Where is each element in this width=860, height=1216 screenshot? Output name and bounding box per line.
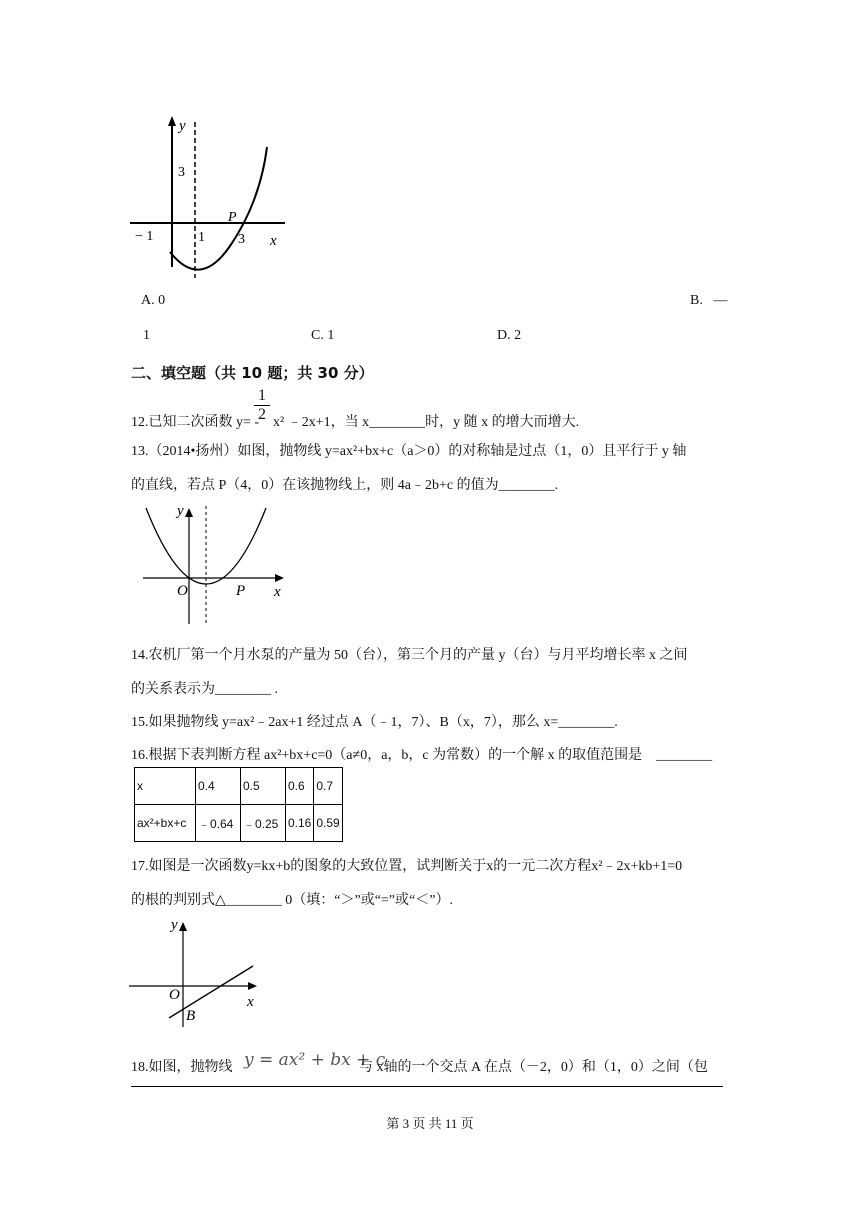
x-label: x <box>247 994 254 1010</box>
q18-suffix: 与 x轴的一个交点 A 在点（－2，0）和（1，0）之间（包 <box>359 1060 708 1075</box>
o-label: O <box>169 987 180 1003</box>
section-2-title: 二、填空题（共 10 题；共 30 分） <box>131 364 374 382</box>
q12-fraction <box>254 389 270 422</box>
table-cell: 0.5 <box>241 768 286 805</box>
option-a: A. 0 <box>141 293 166 308</box>
y-label: y <box>177 503 184 519</box>
q17-line2: 的根的判别式△________ 0（填：“＞”或“=”或“＜”）. <box>131 893 453 908</box>
table-cell: 0.4 <box>196 768 241 805</box>
y-arrow <box>185 508 193 517</box>
table-cell: 0.6 <box>286 768 314 805</box>
frac-denominator: 2 <box>258 406 266 423</box>
q14-line2: 的关系表示为________ . <box>131 682 278 697</box>
table-cell: ax²+bx+c <box>135 805 196 842</box>
table-cell: ﹣0.64 <box>196 805 241 842</box>
q18-formula: y = ax² + bx + c <box>244 1050 386 1070</box>
x-label: x <box>274 584 281 600</box>
y-arrow <box>168 116 176 126</box>
x-label: x <box>270 233 277 249</box>
graph-2 <box>140 500 290 625</box>
q16: 16.根据下表判断方程 ax²+bx+c=0（a≠0，a，b，c 为常数）的一个解 x 的取值范围是 ________ <box>131 748 713 763</box>
o-label: O <box>177 583 188 599</box>
q14-line1: 14.农机厂第一个月水泵的产量为 50（台），第三个月的产量 y（台）与月平均增长率 x 之间 <box>131 648 688 663</box>
table-row <box>135 768 343 805</box>
q13-line2: 的直线，若点 P（4，0）在该抛物线上，则 4a﹣2b+c 的值为________. <box>131 478 559 493</box>
graph-3 <box>125 912 270 1032</box>
x-arrow <box>275 574 284 582</box>
option-c: C. 1 <box>311 328 335 343</box>
q15: 15.如果抛物线 y=ax²﹣2ax+1 经过点 A（﹣1，7）、B（x，7），那么 x=________. <box>131 715 618 730</box>
page-footer: 第 3 页 共 11 页 <box>386 1116 474 1131</box>
table-row <box>135 805 343 842</box>
line-graph <box>169 966 253 1018</box>
q12-prefix: 12.已知二次函数 y= - <box>131 415 260 430</box>
q13-line1: 13.（2014•扬州）如图，抛物线 y=ax²+bx+c（a＞0）的对称轴是过点（1，0）且平行于 y 轴 <box>131 444 687 459</box>
p-label: P <box>236 583 246 599</box>
tick-3-y: 3 <box>178 165 185 180</box>
table-cell: 0.16 <box>286 805 314 842</box>
q18-prefix: 18.如图，抛物线 <box>131 1060 233 1075</box>
tick-3-x: 3 <box>238 232 245 247</box>
x-arrow <box>248 982 257 990</box>
option-b-cont: 1 <box>143 328 150 343</box>
q12-suffix: x² ﹣2x+1，当 x________时，y 随 x 的增大而增大. <box>273 415 580 430</box>
table-cell: 0.7 <box>314 768 342 805</box>
table-cell: 0.59 <box>314 805 342 842</box>
y-label: y <box>171 917 178 933</box>
value-table <box>134 767 343 842</box>
p-label: P <box>228 210 237 225</box>
option-d: D. 2 <box>497 328 522 343</box>
tick-1: 1 <box>198 230 205 245</box>
table-cell: ﹣0.25 <box>241 805 286 842</box>
table-cell: x <box>135 768 196 805</box>
b-label: B <box>186 1008 196 1024</box>
y-arrow <box>179 922 187 931</box>
graph-1 <box>125 112 295 282</box>
frac-numerator: 1 <box>258 387 266 404</box>
q17-line1: 17.如图是一次函数y=kx+b的图象的大致位置，试判断关于x的一元二次方程x²﹣2x+kb+1=0 <box>131 859 683 874</box>
y-label: y <box>179 118 186 134</box>
footer-divider <box>131 1086 723 1087</box>
tick-neg1: − 1 <box>135 229 154 244</box>
option-b: B. — <box>690 293 728 308</box>
